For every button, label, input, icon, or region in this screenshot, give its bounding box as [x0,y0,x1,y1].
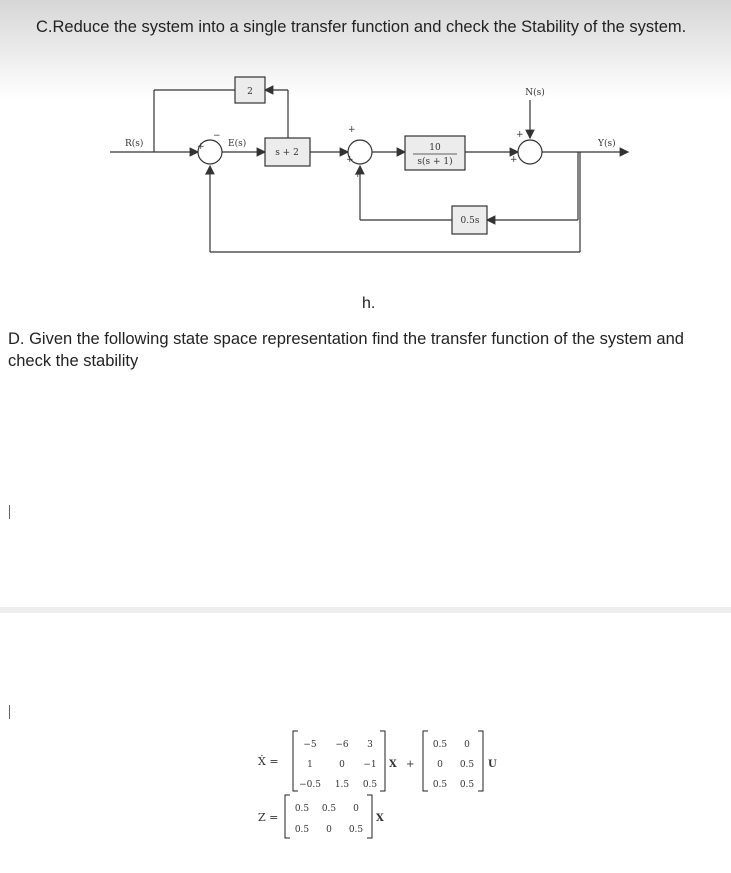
matrix-a-cell: 1.5 [334,780,350,790]
divider [0,607,731,613]
u-symbol: U [488,759,497,770]
label-e-s: E(s) [228,139,247,149]
label-r-s: R(s) [125,139,144,149]
matrix-b-cell: 0.5 [459,760,475,770]
block1-text: s + 2 [275,148,299,158]
margin-mark-lower [0,705,10,719]
x-symbol: X [389,759,397,770]
matrix-b-cell: 0.5 [432,740,448,750]
matrix-a-cell: 3 [367,740,373,750]
matrix-a-cell: 0 [339,760,345,770]
sign-plus-sum1-left: + [197,142,205,152]
sign-minus-sum1-bottom: − [204,170,212,180]
matrix-a-cell: −5 [303,740,317,750]
margin-mark-upper [0,505,10,519]
matrix-b-cell: 0 [464,740,470,750]
block2-denominator: s(s + 1) [417,157,453,167]
label-y-s: Y(s) [598,139,616,149]
matrix-a-cell: 0.5 [362,780,378,790]
plus-sign: + [406,759,415,770]
sign-plus-sum2-left: + [346,155,354,165]
label-n-s: N(s) [525,88,545,98]
matrix-a-cell: 1 [307,760,313,770]
part-h-label: h. [362,295,376,312]
sign-plus-sum2-top: + [348,125,356,135]
question-d-text: D. Given the following state space representation find the transfer function of the system and check the stability [8,330,684,370]
z-label: Z = [258,811,279,824]
matrix-c-cell: 0.5 [321,804,337,814]
sign-plus-sum2-bottom: + [354,170,362,180]
sign-plus-sum3-left: + [510,155,518,165]
matrix-a-cell: −0.5 [299,780,321,790]
matrix-c-cell: 0 [326,825,332,835]
xdot-label: Ẋ = [258,755,279,768]
block-diagram [110,62,630,262]
sign-plus-sum3-top: + [516,130,524,140]
matrix-c-cell: 0.5 [348,825,364,835]
x-symbol-z: X [376,813,384,824]
matrix-b-cell: 0.5 [432,780,448,790]
state-space-equations [250,705,520,855]
question-c-text: C.Reduce the system into a single transfer function and check the Stability of the system. [36,18,687,36]
matrix-c-cell: 0 [353,804,359,814]
sign-minus-sum1-top: − [213,131,221,141]
block3-text: 0.5s [460,216,480,226]
matrix-c-cell: 0.5 [294,804,310,814]
summing-junction-3 [518,140,542,164]
matrix-b-cell: 0.5 [459,780,475,790]
gain-2-text: 2 [247,87,253,97]
matrix-c-cell: 0.5 [294,825,310,835]
matrix-a-cell: −1 [363,760,377,770]
matrix-a-cell: −6 [335,740,349,750]
matrix-b-cell: 0 [437,760,443,770]
block2-numerator: 10 [429,143,441,153]
